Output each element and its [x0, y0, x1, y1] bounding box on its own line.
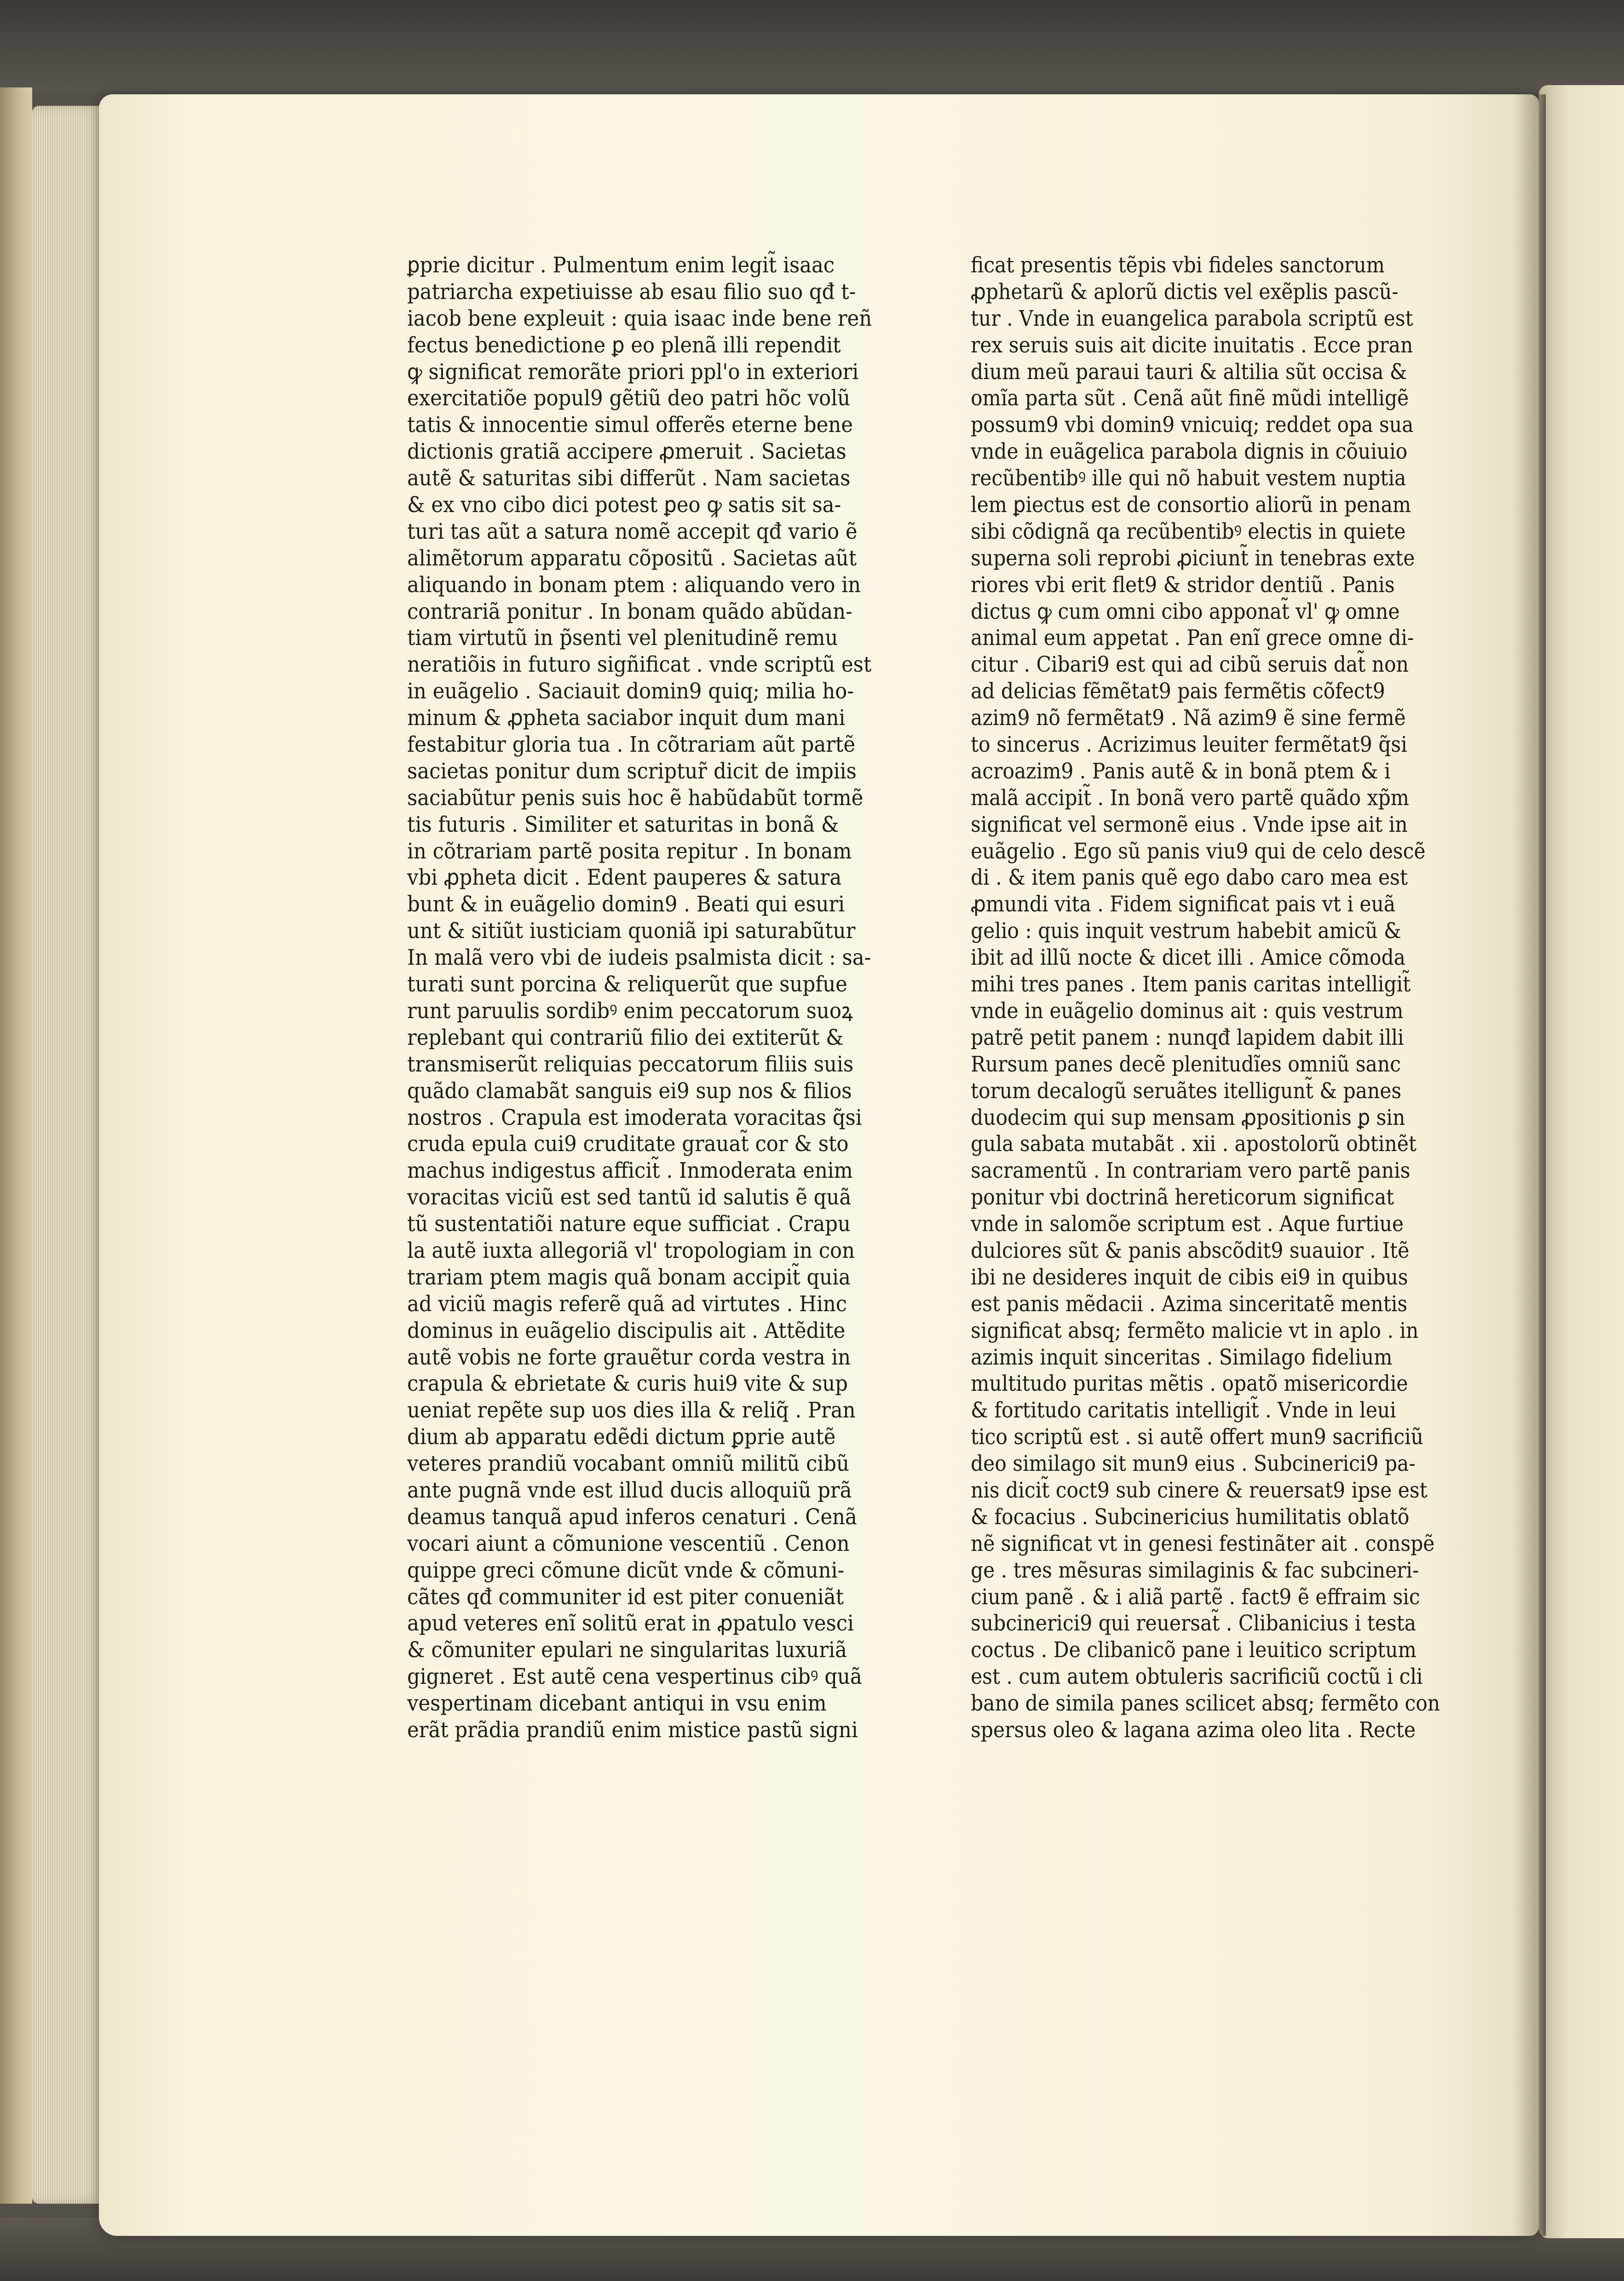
text-line: aliquando in bonam ptem : aliquando vero in	[407, 572, 861, 598]
text-line: malã accipit̃ . In bonã vero partẽ quãdo xp̃m	[971, 785, 1409, 811]
text-line: duodecim qui sup mensam ꝓpositionis ꝑ sin	[971, 1105, 1405, 1130]
text-line: di . & item panis quẽ ego dabo caro mea est	[971, 865, 1408, 891]
text-line: ge . tres mẽsuras similaginis & fac subcineri-	[971, 1557, 1419, 1583]
text-line: ueniat repẽte sup uos dies illa & reliq̃ . Pran	[407, 1398, 856, 1423]
text-line: rex seruis suis ait dicite inuitatis . Ecce pran	[971, 332, 1413, 358]
text-line: deamus tanquã apud inferos cenaturi . Cenã	[407, 1504, 857, 1530]
text-line: tatis & innocentie simul offerẽs eterne bene	[407, 412, 853, 438]
text-line: gigneret . Est autẽ cena vespertinus cibꝰ quã	[407, 1664, 862, 1690]
text-line: vocari aiunt a cõmunione vescentiũ . Cenon	[407, 1531, 850, 1556]
page-edges	[32, 106, 104, 2204]
text-line: cruda epula cui9 cruditate grauat̃ cor & sto	[407, 1131, 849, 1157]
text-column-right	[971, 252, 1491, 1744]
text-line: bunt & in euãgelio domin9 . Beati qui esuri	[407, 892, 845, 917]
text-line: transmiserũt reliquias peccatorum filiis suis	[407, 1051, 854, 1077]
book-cover-edge	[0, 87, 32, 2204]
text-line: ꝙ significat remorãte priori ppl'o in exteriori	[407, 359, 859, 385]
text-line: replebant qui contrariũ filio dei extiterũt &	[407, 1025, 844, 1050]
text-line: sibi cõdignã qa recũbentibꝰ electis in quiete	[971, 518, 1406, 544]
text-line: deo similago sit mun9 eius . Subcinerici9 pa-	[971, 1451, 1416, 1477]
text-line: minum & ꝓpheta saciabor inquit dum mani	[407, 705, 846, 731]
text-line: gelio : quis inquit vestrum habebit amicũ &	[971, 918, 1401, 944]
text-line: citur . Cibari9 est qui ad cibũ seruis dat̃ non	[971, 652, 1409, 678]
text-line: patriarcha expetiuisse ab esau filio suo qđ t-	[407, 279, 856, 305]
text-line: omĩa parta sũt . Cenã aũt finẽ mũdi intelligẽ	[971, 386, 1409, 411]
text-line: turi tas aũt a satura nomẽ accepit qđ vario ẽ	[407, 518, 858, 544]
text-line: dium meũ paraui tauri & altilia sũt occisa &	[971, 359, 1407, 385]
text-line: fectus benedictione ꝑ eo plenã illi rependit	[407, 332, 841, 358]
text-line: coctus . De clibanicõ pane i leuitico scriptum	[971, 1637, 1417, 1663]
text-line: spersus oleo & lagana azima oleo lita . Recte	[971, 1717, 1416, 1743]
text-line: tur . Vnde in euangelica parabola scriptũ est	[971, 305, 1413, 331]
text-line: vnde in euãgelio dominus ait : quis vestrum	[971, 998, 1404, 1024]
text-line: acroazim9 . Panis autẽ & in bonã ptem & i	[971, 758, 1391, 784]
text-line: vnde in salomõe scriptum est . Aque furtiue	[971, 1211, 1404, 1237]
text-line: mihi tres panes . Item panis caritas intelligit̃	[971, 972, 1411, 997]
text-line: ante pugnã vnde est illud ducis alloquiũ prã	[407, 1477, 852, 1503]
text-line: autẽ vobis ne forte grauẽtur corda vestra in	[407, 1344, 851, 1370]
text-line: in euãgelio . Saciauit domin9 quiq; milia ho-	[407, 679, 854, 704]
text-line: & cõmuniter epulari ne singularitas luxuriã	[407, 1637, 847, 1663]
text-line: autẽ & saturitas sibi differũt . Nam sacietas	[407, 466, 851, 491]
text-line: est panis mẽdacii . Azima sinceritatẽ mentis	[971, 1291, 1408, 1317]
text-line: cãtes qđ communiter id est piter conueniãt	[407, 1584, 844, 1610]
text-line: tico scriptũ est . si autẽ offert mun9 sacrificiũ	[971, 1424, 1423, 1450]
text-line: bano de simila panes scilicet absq; fermẽto con	[971, 1691, 1440, 1717]
text-line: recũbentibꝰ ille qui nõ habuit vestem nuptia	[971, 466, 1406, 491]
text-line: festabitur gloria tua . In cõtrariam aũt partẽ	[407, 732, 856, 758]
text-line: sacramentũ . In contrariam vero partẽ panis	[971, 1158, 1411, 1184]
text-line: multitudo puritas mẽtis . opatõ misericordie	[971, 1371, 1408, 1397]
text-line: patrẽ petit panem : nunqđ lapidem dabit illi	[971, 1025, 1404, 1050]
text-line: lem ꝑiectus est de consortio aliorũ in penam	[971, 492, 1411, 518]
text-line: sacietas ponitur dum scriptur̃ dicit de impiis	[407, 758, 857, 784]
text-line: subcinerici9 qui reuersat̃ . Clibanicius i testa	[971, 1611, 1417, 1636]
text-line: dium ab apparatu edẽdi dictum ꝑprie autẽ	[407, 1424, 836, 1450]
text-line: nẽ significat vt in genesi festinãter ait . conspẽ	[971, 1531, 1435, 1556]
text-line: azim9 nõ fermẽtat9 . Nã azim9 ẽ sine fermẽ	[971, 705, 1406, 731]
text-line: est . cum autem obtuleris sacrificiũ coctũ i cli	[971, 1664, 1423, 1690]
text-line: erãt prãdia prandiũ enim mistice pastũ signi	[407, 1717, 858, 1743]
text-line: voracitas viciũ est sed tantũ id salutis ẽ quã	[407, 1185, 852, 1210]
text-line: nis dicit̃ coct9 sub cinere & reuersat9 ipse est	[971, 1477, 1428, 1503]
text-line: veteres prandiũ vocabant omniũ militũ cibũ	[407, 1451, 849, 1477]
text-line: vnde in euãgelica parabola dignis in cõuiuio	[971, 439, 1408, 465]
text-line: ꝓphetarũ & aplorũ dictis vel exẽplis pascũ-	[971, 279, 1399, 305]
text-line: vbi ꝓpheta dicit . Edent pauperes & satura	[407, 865, 842, 891]
text-line: ad delicias fẽmẽtat9 pais fermẽtis cõfect9	[971, 679, 1385, 704]
text-line: alimẽtorum apparatu cõpositũ . Sacietas aũt	[407, 545, 857, 571]
text-line: contrariã ponitur . In bonam quãdo abũdan-	[407, 599, 852, 624]
text-line: runt paruulis sordibꝰ enim peccatorum suoꝝ	[407, 998, 853, 1024]
text-line: ꝑprie dicitur . Pulmentum enim legit̃ isaac	[407, 253, 835, 278]
text-line: tis futuris . Similiter et saturitas in bonã &	[407, 812, 839, 837]
text-line: ibi ne desideres inquit de cibis ei9 in quibus	[971, 1264, 1408, 1290]
text-line: neratiõis in futuro sigñificat . vnde scriptũ est	[407, 652, 872, 678]
facing-page	[1539, 85, 1624, 2238]
text-line: & ex vno cibo dici potest ꝑeo ꝙ satis sit sa-	[407, 492, 841, 518]
text-line: unt & sitiũt iusticiam quoniã ipi saturabũtur	[407, 918, 856, 944]
text-line: crapula & ebrietate & curis hui9 vite & sup	[407, 1371, 848, 1397]
text-line: ad viciũ magis referẽ quã ad virtutes . Hinc	[407, 1291, 847, 1317]
text-line: & focacius . Subcinericius humilitatis oblatõ	[971, 1504, 1410, 1530]
text-line: nostros . Crapula est imoderata voracitas q̃si	[407, 1105, 862, 1130]
text-line: tũ sustentatiõi nature eque sufficiat . Crapu	[407, 1211, 851, 1237]
text-line: quippe greci cõmune dicũt vnde & cõmuni-	[407, 1557, 845, 1583]
text-line: Rursum panes decẽ plenitudĩes omniũ sanc	[971, 1051, 1401, 1077]
text-line: azimis inquit sinceritas . Similago fidelium	[971, 1344, 1393, 1370]
text-column-left	[407, 252, 911, 1744]
text-line: ꝓmundi vita . Fidem significat pais vt i euã	[971, 892, 1396, 917]
text-line: significat vel sermonẽ eius . Vnde ipse ait in	[971, 812, 1408, 837]
text-line: iacob bene expleuit : quia isaac inde bene reñ	[407, 305, 872, 331]
text-line: significat absq; fermẽto malicie vt in aplo . in	[971, 1318, 1419, 1343]
text-line: ibit ad illũ nocte & dicet illi . Amice cõmoda	[971, 945, 1405, 971]
text-line: dictus ꝙ cum omni cibo apponat̃ vl' ꝙ omne	[971, 599, 1400, 624]
text-line: machus indigestus afficit̃ . Inmoderata enim	[407, 1158, 853, 1184]
gutter-shadow	[1514, 94, 1546, 2236]
text-line: riores vbi erit flet9 & stridor dentiũ . Panis	[971, 572, 1395, 598]
text-line: quãdo clamabãt sanguis ei9 sup nos & filios	[407, 1078, 852, 1104]
scan-background-top	[0, 0, 1624, 92]
text-line: euãgelio . Ego sũ panis viu9 qui de celo descẽ	[971, 838, 1426, 864]
text-line: ficat presentis tẽpis vbi fideles sanctorum	[971, 253, 1385, 278]
text-line: ponitur vbi doctrinã hereticorum significat	[971, 1185, 1394, 1210]
text-line: cium panẽ . & i aliã partẽ . fact9 ẽ effraim sic	[971, 1584, 1420, 1610]
text-line: trariam ptem magis quã bonam accipit̃ quia	[407, 1264, 851, 1290]
text-line: apud veteres enĩ solitũ erat in ꝓpatulo vesci	[407, 1611, 854, 1636]
text-line: in cõtrariam partẽ posita repitur . In bonam	[407, 838, 852, 864]
text-line: possum9 vbi domin9 vnicuiq; reddet opa sua	[971, 412, 1414, 438]
text-line: dulciores sũt & panis abscõdit9 suauior . Itẽ	[971, 1238, 1410, 1263]
text-line: saciabũtur penis suis hoc ẽ habũdabũt tormẽ	[407, 785, 864, 811]
text-line: la autẽ iuxta allegoriã vl' tropologiam in con	[407, 1238, 855, 1263]
text-line: superna soli reprobi ꝓiciunt̃ in tenebras exte	[971, 545, 1415, 571]
text-line: dominus in euãgelio discipulis ait . Attẽdite	[407, 1318, 846, 1343]
text-line: turati sunt porcina & reliquerũt que supfue	[407, 972, 847, 997]
text-line: animal eum appetat . Pan enĩ grece omne di-	[971, 625, 1414, 651]
text-line: torum decalogũ seruãtes itelligunt̃ & panes	[971, 1078, 1402, 1104]
text-line: In malã vero vbi de iudeis psalmista dicit : sa-	[407, 945, 871, 971]
text-line: exercitatiõe popul9 gẽtiũ deo patri hõc volũ	[407, 386, 850, 411]
text-line: gula sabata mutabãt . xii . apostolorũ obtinẽt	[971, 1131, 1417, 1157]
text-line: & fortitudo caritatis intelligit̃ . Vnde in leui	[971, 1398, 1396, 1423]
text-line: to sincerus . Acrizimus leuiter fermẽtat9 q̃si	[971, 732, 1407, 758]
text-line: tiam virtutũ in p̃senti vel plenitudinẽ remu	[407, 625, 838, 651]
text-line: dictionis gratiã accipere ꝓmeruit . Sacietas	[407, 439, 847, 465]
text-line: vespertinam dicebant antiqui in vsu enim	[407, 1691, 827, 1717]
